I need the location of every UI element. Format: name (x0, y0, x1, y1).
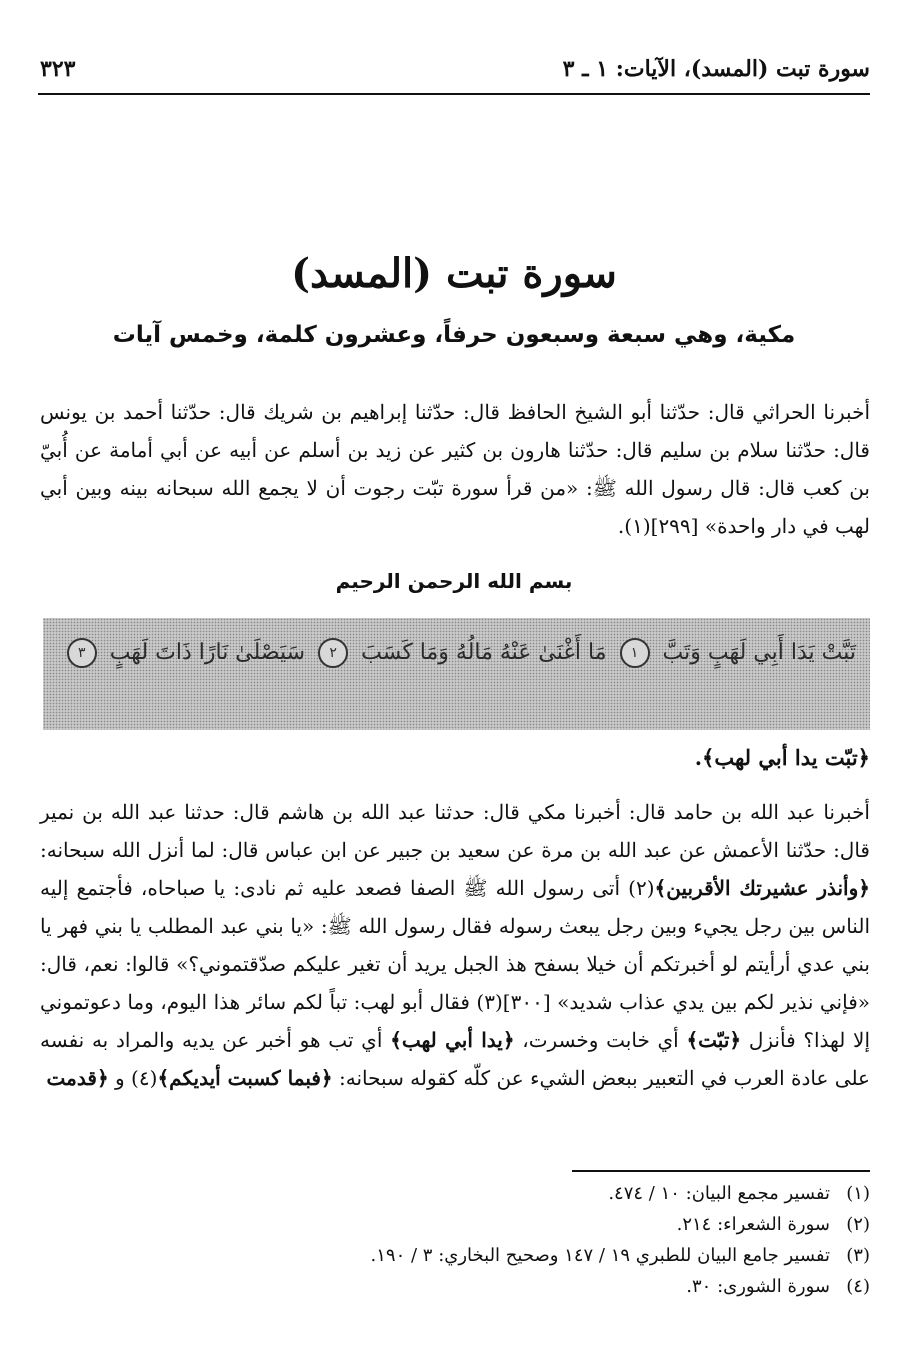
footnote-text: تفسير مجمع البيان: ١٠ / ٤٧٤. (608, 1183, 830, 1204)
verse-1: تَبَّتْ يَدَا أَبِي لَهَبٍ وَتَبَّ (662, 640, 856, 665)
commentary-text-3: أي خابت وخسرت، (514, 1028, 687, 1052)
footnote-text: تفسير جامع البيان للطبري ١٩ / ١٤٧ وصحيح البخاري: ٣ / ١٩٠. (370, 1245, 830, 1266)
verse-number-1: ١ (620, 638, 650, 668)
footnote-number: (٢) (846, 1214, 870, 1235)
footnote-rule (572, 1170, 870, 1172)
footnote-number: (٣) (846, 1245, 870, 1266)
surah-title: سورة تبت (المسد) (291, 250, 617, 297)
commentary-quote-2: ﴿تبّت﴾ (686, 1028, 742, 1052)
quoted-verse-heading: ﴿تبّت يدا أبي لهب﴾. (694, 745, 870, 770)
commentary-quote-3: ﴿يدا أبي لهب﴾ (390, 1028, 515, 1052)
commentary-text-5: (٤) و (108, 1066, 158, 1090)
header-rule (38, 93, 870, 95)
header-title: سورة تبت (المسد)، الآيات: ١ ـ ٣ (562, 56, 870, 82)
verse-3: سَيَصْلَىٰ نَارًا ذَاتَ لَهَبٍ (109, 640, 306, 665)
paragraph-hadith: أخبرنا الحراثي قال: حدّثنا أبو الشيخ الحافظ قال: حدّثنا إبراهيم بن شريك قال: حدّثنا أحمد بن يونس قال: حدّثنا سلام بن سليم قال: حدّثنا هارون بن كثير عن زيد بن أسلم عن أبيه عن أبي أمامة عن أُبيّ بن كعب قال: قال رسول الله ﷺ: «من قرأ سورة تبّت رجوت أن لا يجمع الله سبحانه بينه وبين أبي لهب في دار واحدة» [٢٩٩](١). (40, 400, 870, 538)
verse-number-3: ٣ (67, 638, 97, 668)
page-number: ٣٢٣ (40, 56, 76, 82)
commentary-text-2: (٢) أتى رسول الله ﷺ الصفا فصعد عليه ثم نادى: يا صباحاه، فأجتمع إليه الناس بين رجل يجيء وبين رجل يبعث رسوله فقال رسول الله ﷺ: «يا بني عبد المطلب يا بني فهر يا بني عدي أرأيتم لو أخبرتكم أن خيلا بسفح هذ الجبل يريد أن تغير عليكم صدّقتموني؟» قالوا: نعم، قال: «فإني نذير لكم بين يدي عذاب شديد» [٣٠٠](٣) فقال أبو لهب: تباً لكم سائر هذا اليوم، وما دعوتموني إلا لهذا؟ فأنزل (40, 876, 871, 1052)
footnote (40, 1178, 870, 1209)
commentary-quote-5: ﴿قدمت (46, 1066, 109, 1090)
paragraph-commentary (40, 793, 870, 1097)
running-header (40, 52, 870, 92)
commentary-quote-4: ﴿فبما كسبت أيديكم﴾ (157, 1066, 333, 1090)
footnote-text: سورة الشعراء: ٢١٤. (676, 1214, 830, 1235)
footnotes (40, 1178, 870, 1302)
commentary-text-4: أي تب هو أخبر عن يديه والمراد به نفسه على عادة العرب في التعبير ببعض الشيء عن كلّه كقوله سبحانه: (40, 1028, 870, 1090)
verse-number-2: ٢ (318, 638, 348, 668)
surah-subtitle: مكية، وهي سبعة وسبعون حرفاً، وعشرون كلمة، وخمس آيات (112, 322, 796, 348)
footnote-number: (١) (846, 1183, 870, 1204)
commentary-quote-1: ﴿وأنذر عشيرتك الأقربين﴾ (654, 876, 870, 900)
footnote (40, 1209, 870, 1240)
quran-verse-box (43, 618, 870, 730)
verse-2: مَا أَغْنَىٰ عَنْهُ مَالُهُ وَمَا كَسَبَ (361, 640, 607, 665)
commentary-text-1: أخبرنا عبد الله بن حامد قال: أخبرنا مكي قال: حدثنا عبد الله بن هاشم قال: حدثنا عبد الله بن نمير قال: حدّثنا الأعمش عن عبد الله بن مرة عن سعيد بن جبير عن ابن عباس قال: لما أنزل الله سبحانه: (40, 800, 870, 862)
basmala: بسم الله الرحمن الرحيم (335, 569, 573, 593)
footnote-number: (٤) (846, 1276, 870, 1297)
footnote (40, 1240, 870, 1271)
footnote (40, 1271, 870, 1302)
footnote-text: سورة الشورى: ٣٠. (686, 1276, 830, 1297)
